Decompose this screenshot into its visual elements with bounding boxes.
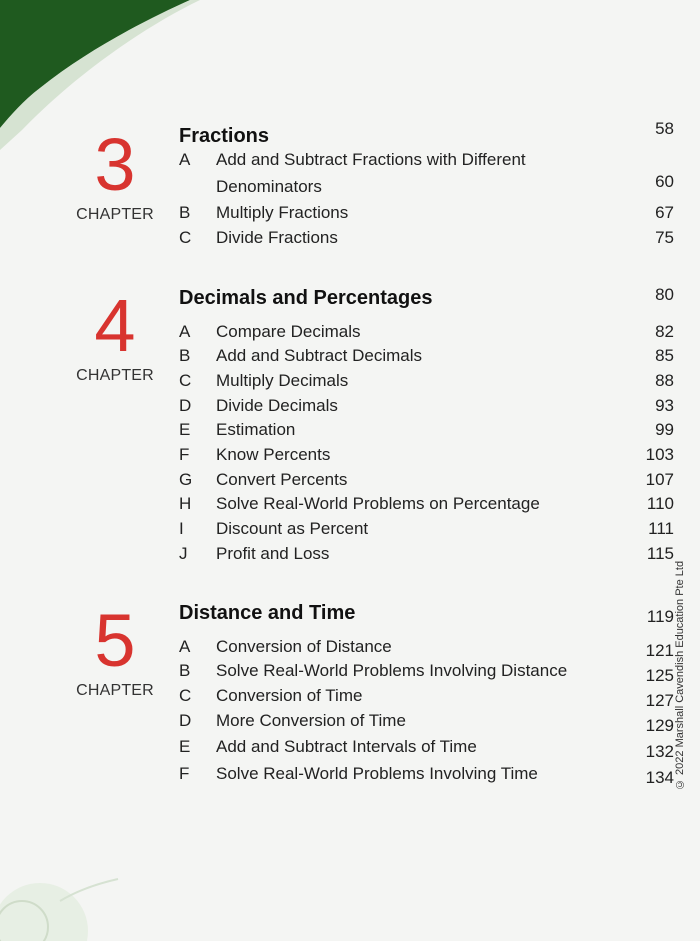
- section-page-number: 110: [646, 494, 674, 513]
- chapter-page-number: 80: [655, 285, 674, 304]
- chapter-page-number: 119: [646, 607, 674, 626]
- section-letter: F: [179, 764, 190, 783]
- toc-entry[interactable]: [0, 322, 700, 346]
- section-title: Estimation: [216, 420, 296, 439]
- section-page-number: 125: [645, 666, 674, 685]
- section-letter: J: [179, 544, 188, 563]
- section-page-number: 121: [645, 641, 674, 660]
- section-letter: B: [179, 661, 191, 680]
- section-letter: A: [179, 637, 191, 656]
- section-page-number: 99: [655, 420, 674, 439]
- section-letter: H: [179, 494, 192, 513]
- chapter-label: CHAPTER: [76, 206, 154, 223]
- section-title: More Conversion of Time: [216, 711, 406, 730]
- section-page-number: 107: [645, 470, 674, 489]
- toc-entry[interactable]: [0, 396, 700, 420]
- bottom-corner-decoration: [0, 831, 160, 941]
- section-letter: G: [179, 470, 193, 489]
- section-page-number: 111: [648, 519, 674, 538]
- chapter-label: CHAPTER: [76, 367, 154, 384]
- section-title: Add and Subtract Fractions with Different: [216, 150, 526, 169]
- section-letter: B: [179, 346, 191, 365]
- section-letter: C: [179, 228, 192, 247]
- section-page-number: 67: [655, 203, 674, 222]
- section-page-number: 93: [655, 396, 674, 415]
- section-letter: C: [179, 371, 192, 390]
- section-letter: E: [179, 737, 191, 756]
- toc-entry[interactable]: [0, 494, 700, 518]
- section-title: Denominators: [216, 177, 322, 196]
- section-letter: I: [179, 519, 184, 538]
- toc-entry[interactable]: [0, 228, 700, 252]
- section-title: Divide Fractions: [216, 228, 338, 247]
- section-letter: B: [179, 203, 191, 222]
- section-letter: E: [179, 420, 191, 439]
- section-title: Multiply Decimals: [216, 371, 349, 390]
- toc-entry[interactable]: [0, 203, 700, 227]
- toc-entry[interactable]: [0, 371, 700, 395]
- toc-entry[interactable]: [0, 519, 700, 543]
- section-page-number: 103: [645, 445, 674, 464]
- section-title: Add and Subtract Intervals of Time: [216, 737, 477, 756]
- chapter-number: 3: [94, 123, 136, 206]
- section-title: Solve Real-World Problems Involving Distance: [216, 661, 568, 680]
- toc-entry[interactable]: [0, 445, 700, 469]
- section-letter: D: [179, 396, 192, 415]
- section-page-number: 85: [655, 346, 674, 365]
- toc-entry[interactable]: [0, 686, 700, 710]
- chapter-title[interactable]: Decimals and Percentages: [179, 287, 433, 309]
- toc-entry[interactable]: [0, 737, 700, 761]
- chapter-number: 4: [94, 284, 136, 367]
- toc-entry[interactable]: [0, 711, 700, 735]
- chapter-number: 5: [94, 599, 136, 682]
- section-page-number: 134: [645, 768, 674, 787]
- chapter-title[interactable]: Distance and Time: [179, 602, 356, 624]
- section-page-number: 82: [655, 322, 674, 341]
- section-letter: F: [179, 445, 190, 464]
- section-title: Solve Real-World Problems on Percentage: [216, 494, 540, 513]
- section-title: Convert Percents: [216, 470, 348, 489]
- section-letter: D: [179, 711, 192, 730]
- copyright-notice: © 2022 Marshall Cavendish Education Pte Ltd: [674, 560, 686, 790]
- section-title: Solve Real-World Problems Involving Time: [216, 764, 538, 783]
- toc-entry[interactable]: [0, 420, 700, 444]
- toc-entry[interactable]: [0, 470, 700, 494]
- section-title: Profit and Loss: [216, 544, 330, 563]
- section-letter: A: [179, 322, 191, 341]
- section-letter: A: [179, 150, 191, 169]
- section-page-number: 88: [655, 371, 674, 390]
- section-page-number: 129: [645, 716, 674, 735]
- toc-entry[interactable]: [0, 661, 700, 685]
- toc-entry[interactable]: [0, 346, 700, 370]
- section-page-number: 132: [645, 742, 674, 761]
- section-title: Add and Subtract Decimals: [216, 346, 422, 365]
- section-page-number: 75: [655, 228, 674, 247]
- chapter-page-number: 58: [655, 119, 674, 138]
- section-title: Discount as Percent: [216, 519, 369, 538]
- section-title: Conversion of Distance: [216, 637, 392, 656]
- toc-entry[interactable]: [0, 764, 700, 788]
- section-title: Know Percents: [216, 445, 331, 464]
- chapter-title[interactable]: Fractions: [179, 125, 270, 147]
- section-title: Compare Decimals: [216, 322, 361, 341]
- section-letter: C: [179, 686, 192, 705]
- section-title: Divide Decimals: [216, 396, 338, 415]
- toc-entry[interactable]: [0, 150, 700, 174]
- section-page-number: 127: [645, 691, 674, 710]
- section-page-number: 60: [655, 172, 674, 191]
- toc-entry[interactable]: [0, 637, 700, 661]
- toc-entry[interactable]: [0, 544, 700, 568]
- section-title: Multiply Fractions: [216, 203, 349, 222]
- section-title: Conversion of Time: [216, 686, 363, 705]
- chapter-label: CHAPTER: [76, 682, 154, 699]
- toc-entry[interactable]: [0, 172, 700, 201]
- section-page-number: 115: [646, 544, 674, 563]
